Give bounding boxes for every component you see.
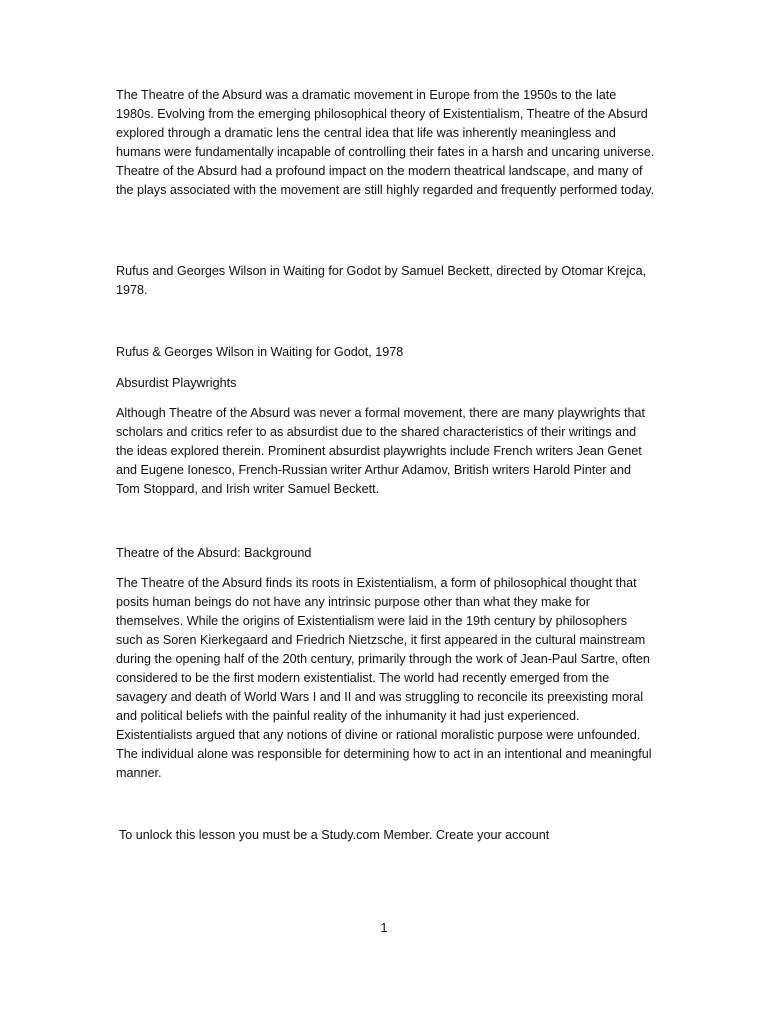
page-number: 1 (380, 920, 388, 935)
intro-paragraph: The Theatre of the Absurd was a dramatic movement in Europe from the 1950s to the late 1980s. Evolving from the emerging philosophical theory of Existentialism, Theatre of the Absurd explored through a dramatic lens the central idea that life was inherently meaningless and humans were fundamentally incapable of controlling their fates in a harsh and uncaring universe. Theatre of the Absurd had a profound impact on the modern theatrical landscape, and many of the plays associated with the movement are still highly regarded and frequently performed today. (116, 88, 655, 197)
playwrights-paragraph: Although Theatre of the Absurd was never a formal movement, there are many playwrights that scholars and critics refer to as absurdist due to the shared characteristics of their writings and the ideas explored therein. Prominent absurdist playwrights include French writers Jean Genet and Eugene Ionesco, French-Russian writer Arthur Adamov, British writers Harold Pinter and Tom Stoppard, and Irish writer Samuel Beckett. (116, 406, 645, 496)
section-heading-playwrights: Absurdist Playwrights (116, 376, 237, 390)
section-heading-background: Theatre of the Absurd: Background (116, 546, 312, 560)
image-caption-short: Rufus & Georges Wilson in Waiting for Godot, 1978 (116, 345, 404, 359)
unlock-notice: To unlock this lesson you must be a Study.com Member. Create your account (119, 828, 550, 842)
image-caption: Rufus and Georges Wilson in Waiting for Godot by Samuel Beckett, directed by Otomar Krejca, 1978. (116, 264, 647, 297)
background-paragraph: The Theatre of the Absurd finds its roots in Existentialism, a form of philosophical thought that posits human beings do not have any intrinsic purpose other than what they make for themselves. While the origins of Existentialism were laid in the 19th century by philosophers such as Soren Kierkegaard and Friedrich Nietzsche, it first appeared in the cultural mainstream during the opening half of the 20th century, primarily through the work of Jean-Paul Sartre, often considered to be the first modern existentialist. The world had recently emerged from the savagery and death of World Wars I and II and was struggling to reconcile its preexisting moral and political beliefs with the painful reality of the inhumanity it had just experienced. Existentialists argued that any notions of divine or rational moralistic purpose were unfounded. The individual alone was responsible for determining how to act in an intentional and meaningful manner. (116, 576, 652, 780)
